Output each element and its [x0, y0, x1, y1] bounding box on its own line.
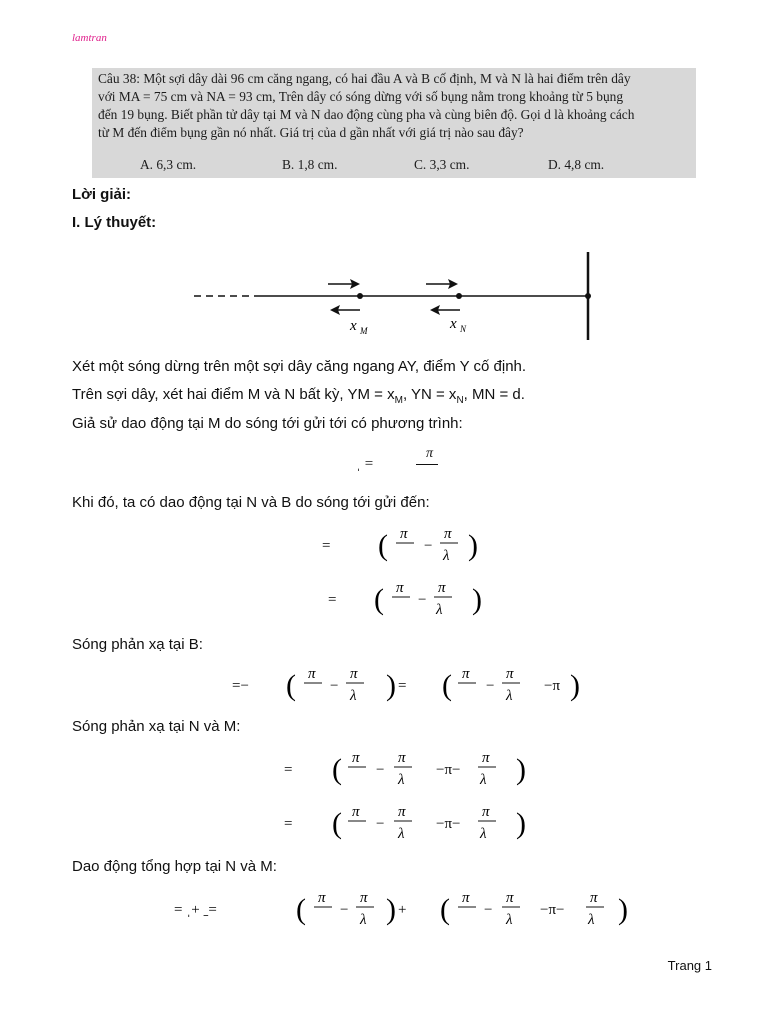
section-heading: I. Lý thuyết:	[72, 214, 157, 231]
paragraph: Sóng phản xạ tại B:	[72, 636, 203, 653]
author-mark: lamtran	[72, 32, 107, 44]
lambda: λ	[360, 912, 367, 928]
pi: π	[398, 804, 406, 820]
lambda: λ	[398, 826, 405, 842]
lambda: λ	[398, 772, 405, 788]
svg-text:(: (	[440, 893, 450, 926]
pi: π	[506, 666, 514, 682]
eq-sign: =	[322, 538, 331, 554]
svg-text:): )	[516, 807, 526, 840]
svg-text:): )	[570, 669, 580, 702]
pi: π	[360, 890, 368, 906]
string-diagram	[180, 244, 620, 348]
pi: π	[396, 580, 404, 596]
eq-sign: =	[284, 762, 293, 778]
option-a: A. 6,3 cm.	[140, 157, 197, 172]
svg-text:): )	[386, 669, 396, 702]
pi: π	[318, 890, 326, 906]
question-scan	[92, 68, 696, 178]
equation-eq: ˌ =	[356, 456, 374, 472]
page-number: Trang 1	[667, 958, 712, 973]
pi: π	[400, 526, 408, 542]
pi: π	[462, 666, 470, 682]
lambda: λ	[506, 912, 513, 928]
point-y	[585, 293, 591, 299]
svg-text:(: (	[332, 807, 342, 840]
label-xn-sub: N	[460, 324, 467, 334]
sum-sign: = ˌ+ ˍ=	[174, 902, 217, 918]
pi: π	[350, 666, 358, 682]
minus: −	[424, 538, 433, 554]
reflected-arrow-icon	[330, 305, 360, 315]
paragraph: Khi đó, ta có dao động tại N và B do sóng tới gửi đến:	[72, 494, 430, 511]
minus: −	[486, 678, 495, 694]
incident-arrow-icon	[426, 279, 458, 289]
svg-text:(: (	[374, 583, 384, 616]
paragraph: Xét một sóng dừng trên một sợi dây căng ngang AY, điểm Y cố định.	[72, 358, 527, 375]
pi: π	[352, 804, 360, 820]
question-line: với MA = 75 cm và NA = 93 cm, Trên dây có sóng dừng với số bụng nằm trong khoảng từ 5 bụng	[98, 89, 624, 104]
plus: +	[398, 902, 407, 918]
pi: π	[482, 750, 490, 766]
minus: −	[376, 816, 385, 832]
svg-text:): )	[468, 529, 478, 562]
lambda: λ	[480, 826, 487, 842]
svg-text:(: (	[442, 669, 452, 702]
lambda: λ	[480, 772, 487, 788]
eq-sign: =	[284, 816, 293, 832]
incident-arrow-icon	[328, 279, 360, 289]
paragraph: Sóng phản xạ tại N và M:	[72, 718, 241, 735]
svg-text:): )	[618, 893, 628, 926]
pi: π	[352, 750, 360, 766]
lambda: λ	[350, 688, 357, 704]
minus: −	[330, 678, 339, 694]
svg-text:(: (	[296, 893, 306, 926]
equation-pi: π	[426, 446, 434, 461]
question-line: đến 19 bụng. Biết phần tử dây tại M và N dao động cùng pha và cùng biên độ. Gọi d là khoảng cách	[98, 107, 635, 122]
svg-text:(: (	[286, 669, 296, 702]
pi: π	[506, 890, 514, 906]
paragraph: Giả sử dao động tại M do sóng tới gửi tới có phương trình:	[72, 415, 463, 432]
eq-sign: =	[328, 592, 337, 608]
option-c: C. 3,3 cm.	[414, 157, 470, 172]
point-m	[357, 293, 363, 299]
eq-sign: =−	[232, 678, 249, 694]
point-n	[456, 293, 462, 299]
lambda: λ	[436, 602, 443, 618]
fraction-bar	[416, 464, 438, 465]
lambda: λ	[588, 912, 595, 928]
option-d: D. 4,8 cm.	[548, 157, 605, 172]
label-xn: x	[450, 316, 457, 332]
pi: π	[462, 890, 470, 906]
pi: π	[444, 526, 452, 542]
question-line: Câu 38: Một sợi dây dài 96 cm căng ngang, có hai đầu A và B cố định, M và N là hai điểm trên dây	[98, 71, 631, 86]
lambda: λ	[506, 688, 513, 704]
eq-sign: =	[398, 678, 407, 694]
svg-text:): )	[386, 893, 396, 926]
option-b: B. 1,8 cm.	[282, 157, 338, 172]
reflected-arrow-icon	[430, 305, 460, 315]
svg-text:): )	[516, 753, 526, 786]
pi: π	[590, 890, 598, 906]
minus-pi: −π	[544, 678, 561, 694]
minus: −	[340, 902, 349, 918]
paragraph: Dao động tổng hợp tại N và M:	[72, 858, 277, 875]
svg-text:(: (	[378, 529, 388, 562]
solution-heading: Lời giải:	[72, 186, 131, 203]
minus-pi-minus: −π−	[540, 902, 565, 918]
minus: −	[484, 902, 493, 918]
pi: π	[398, 750, 406, 766]
paragraph: Trên sợi dây, xét hai điểm M và N bất kỳ, YM = $x_M$, YN = $x_N$, MN = d.	[72, 386, 525, 406]
lambda: λ	[443, 548, 450, 564]
minus: −	[418, 592, 427, 608]
minus-pi-minus: −π−	[436, 816, 461, 832]
svg-text:): )	[472, 583, 482, 616]
svg-text:(: (	[332, 753, 342, 786]
label-xm-sub: M	[360, 326, 368, 336]
label-xm: x	[350, 318, 357, 334]
minus-pi-minus: −π−	[436, 762, 461, 778]
question-line: từ M đến điểm bụng gần nó nhất. Giá trị của d gần nhất với giá trị nào sau đây?	[98, 125, 524, 140]
pi: π	[438, 580, 446, 596]
pi: π	[482, 804, 490, 820]
pi: π	[308, 666, 316, 682]
minus: −	[376, 762, 385, 778]
